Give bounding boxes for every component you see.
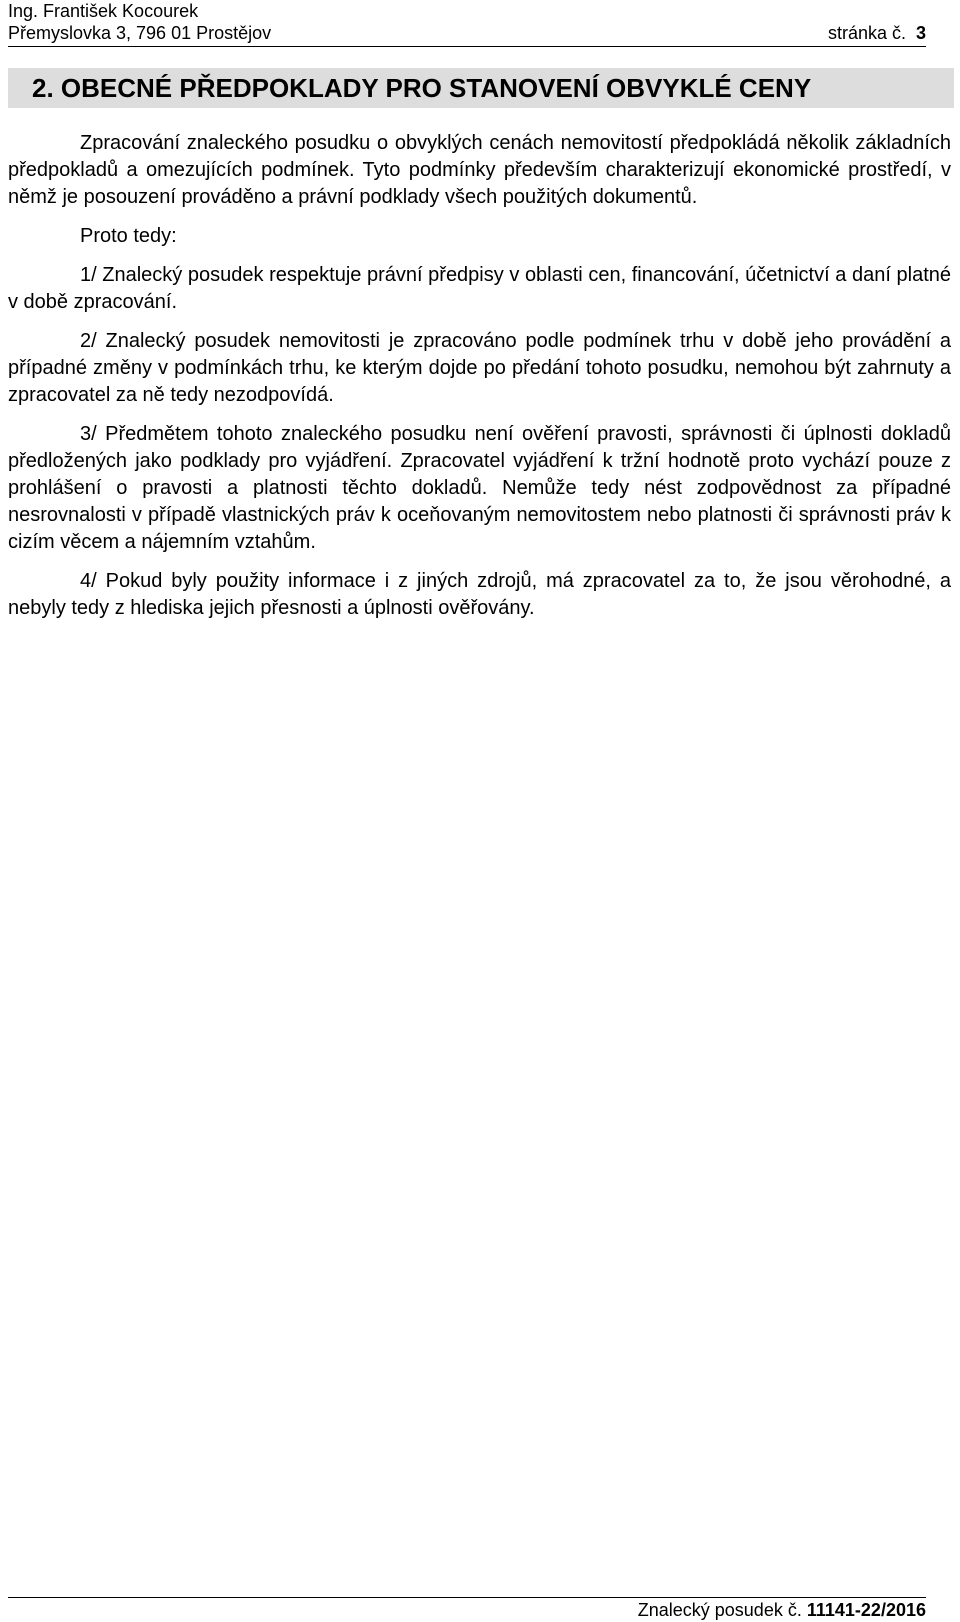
document-body	[8, 130, 951, 622]
section-title: 2. OBECNÉ PŘEDPOKLADY PRO STANOVENÍ OBVYKLÉ CENY	[32, 73, 812, 103]
list-item: 3/ Předmětem tohoto znaleckého posudku není ověření pravosti, správnosti či úplnosti dokladů předložených jako podklady pro vyjádření. Zpracovatel vyjádření k tržní hodnotě proto vychází pouze z prohlášení o pravosti a platnosti těchto dokladů. Nemůže tedy nést zodpovědnost za případné nesrovnalosti v případě vlastnických práv k oceňovaným nemovitostem nebo platnosti či správnosti práv k cizím věcem a nájemním vztahům.	[8, 423, 951, 553]
page-header	[8, 0, 926, 47]
footer-report-number: 11141-22/2016	[806, 1600, 926, 1620]
header-author: Ing. František Kocourek	[8, 1, 199, 21]
footer-label: Znalecký posudek č.	[637, 1600, 802, 1620]
list-item: 1/ Znalecký posudek respektuje právní předpisy v oblasti cen, financování, účetnictví a daní platné v době zpracování.	[8, 264, 951, 313]
page-footer	[8, 1597, 926, 1620]
section-heading-band	[8, 68, 954, 108]
list-item: 4/ Pokud byly použity informace i z jiných zdrojů, má zpracovatel za to, že jsou věrohodné, a nebyly tedy z hlediska jejich přesnosti a úplnosti ověřovány.	[8, 570, 951, 619]
header-page-label: stránka č.	[827, 23, 906, 43]
list-item: 2/ Znalecký posudek nemovitosti je zpracováno podle podmínek trhu v době jeho provádění a případné změny v podmínkách trhu, ke kterým dojde po předání tohoto posudku, nemohou být zahrnuty a zpracovatel za ně tedy nezodpovídá.	[8, 330, 951, 406]
header-address: Přemyslovka 3, 796 01 Prostějov	[8, 23, 272, 43]
intro-paragraph: Zpracování znaleckého posudku o obvyklých cenách nemovitostí předpokládá několik základních předpokladů a omezujících podmínek. Tyto podmínky především charakterizují ekonomické prostředí, v němž je posouzení prováděno a právní podklady všech použitých dokumentů.	[8, 132, 951, 208]
proto-paragraph: Proto tedy:	[80, 225, 177, 247]
header-page-number: 3	[915, 23, 926, 43]
footer-text	[638, 1598, 926, 1622]
